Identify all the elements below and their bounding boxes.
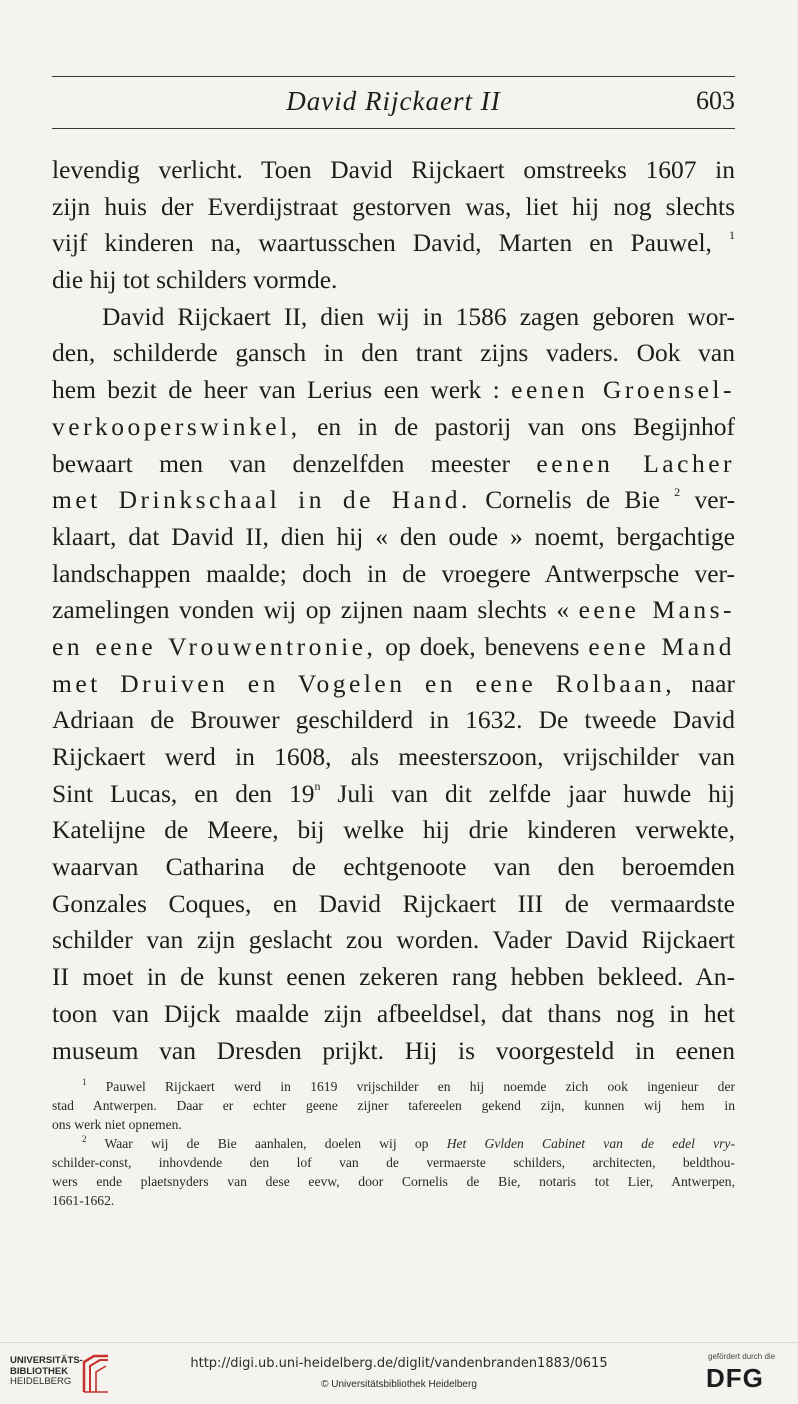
text-line: Sint Lucas, en den 19$^n$ Juli van dit zelfde jaar huwde hij	[52, 778, 735, 808]
text-line: zijn huis der Everdijstraat gestorven was, liet hij nog slechts	[52, 191, 735, 221]
text-line: schilder van zijn geslacht zou worden. Vader David Rijckaert	[52, 925, 735, 955]
text-line: met Drinkschaal in de Hand. Cornelis de Bie $^2$ ver-	[52, 485, 736, 515]
footnote-ref[interactable]: 1	[729, 228, 735, 243]
footnote-line: wers ende plaetsnyders van dese eevw, door Cornelis de Bie, notaris tot Lier, Antwerpen,	[52, 1174, 735, 1189]
header-rule-bottom	[52, 128, 735, 129]
footer-separator	[0, 1342, 798, 1343]
text-line: Adriaan de Brouwer geschilderd in 1632. De tweede David	[52, 705, 735, 735]
footnote-line: ons werk niet opnemen.	[52, 1117, 182, 1132]
copyright-notice: © Universitätsbibliothek Heidelberg	[321, 1379, 477, 1390]
text-line: levendig verlicht. Toen David Rijckaert omstreeks 1607 in	[52, 155, 735, 184]
dfg-logo: DFG	[706, 1363, 764, 1393]
text-line: David Rijckaert II, dien wij in 1586 zagen geboren wor-	[102, 301, 735, 331]
footnote-line: $^1$ Pauwel Rijckaert werd in 1619 vrijschilder en hij noemde zich ook ingenieur der	[82, 1077, 736, 1094]
body-text	[52, 152, 735, 1069]
text-line: vijf kinderen na, waartusschen David, Marten en Pauwel, $^1$	[52, 228, 735, 258]
header-rule-top	[52, 76, 735, 77]
footnote-line: $^2$ Waar wij de Bie aanhalen, doelen wij op Het Gvlden Cabinet van de edel vry-	[82, 1134, 735, 1151]
text-line: zamelingen vonden wij op zijnen naam slechts « eene Mans-	[52, 595, 736, 625]
footnote-line: 1661-1662.	[52, 1193, 115, 1208]
text-line: klaart, dat David II, dien hij « den oude » noemt, bergachtige	[52, 521, 735, 551]
text-line: en eene Vrouwentronie, op doek, benevens eene Mand	[52, 631, 736, 661]
text-line: Gonzales Coques, en David Rijckaert III de vermaardste	[52, 888, 735, 918]
running-title: David Rijckaert II	[286, 86, 501, 116]
text-line: toon van Dijck maalde zijn afbeeldsel, dat thans nog in het	[52, 998, 735, 1028]
running-head	[52, 82, 735, 122]
text-line: II moet in de kunst eenen zekeren rang hebben bekleed. An-	[52, 962, 735, 992]
text-line: waarvan Catharina de echtgenoote van den beroemden	[52, 852, 735, 882]
footnotes	[52, 1077, 735, 1210]
text-line: landschappen maalde; doch in de vroegere Antwerpsche ver-	[52, 558, 735, 588]
library-name: UNIVERSITÄTS- BIBLIOTHEK HEIDELBERG	[10, 1355, 83, 1387]
digital-copy-link[interactable]: http://digi.ub.uni-heidelberg.de/diglit/vandenbranden1883/0615	[190, 1356, 608, 1371]
footnote-line: stad Antwerpen. Daar er echter geene zijner tafereelen gekend zijn, kunnen wij hem in	[52, 1098, 735, 1113]
text-line: Katelijne de Meere, bij welke hij drie kinderen verwekte,	[52, 815, 735, 845]
footnote-line: schilder-const, inhovdende den lof van de vermaerste schilders, architecten, beldthou-	[52, 1155, 735, 1170]
footer	[0, 1344, 798, 1404]
text-line: verkooperswinkel, en in de pastorij van ons Begijnhof	[52, 411, 735, 441]
text-line: museum van Dresden prijkt. Hij is voorgesteld in eenen	[52, 1035, 735, 1065]
funding-caption: gefördert durch die	[708, 1352, 776, 1361]
text-line: met Druiven en Vogelen en eene Rolbaan, naar	[52, 668, 735, 698]
footnote-marker: 1	[82, 1077, 87, 1087]
page-number: 603	[696, 86, 735, 115]
footnote-marker: 2	[82, 1134, 87, 1144]
text-line: die hij tot schilders vormde.	[52, 265, 338, 295]
text-line: bewaart men van denzelfden meester eenen Lacher	[52, 448, 736, 478]
text-line: hem bezit de heer van Lerius een werk : eenen Groensel-	[52, 375, 736, 405]
footnote-ref[interactable]: 2	[674, 485, 681, 500]
text-line: Rijckaert werd in 1608, als meesterszoon, vrijschilder van	[52, 742, 735, 771]
text-line: den, schilderde gansch in den trant zijns vaders. Ook van	[52, 338, 735, 368]
